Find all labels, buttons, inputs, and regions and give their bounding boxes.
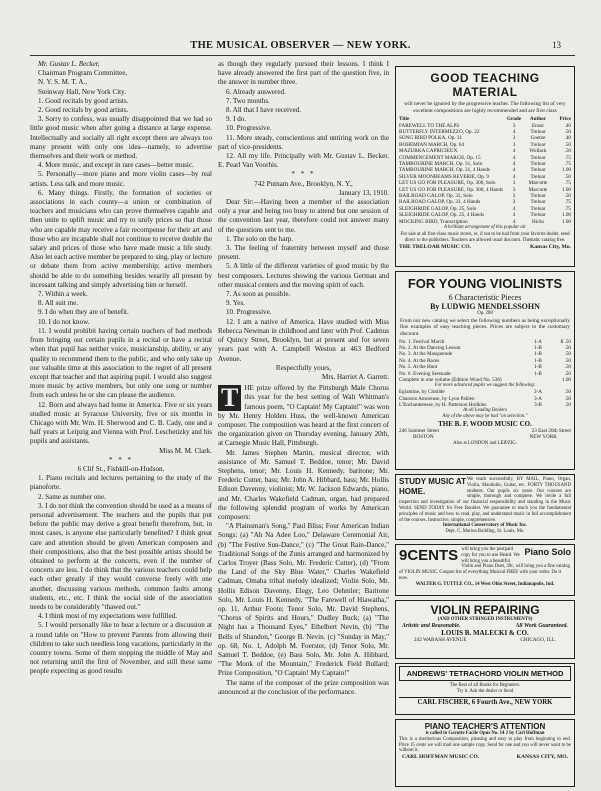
ad-table-cell: TAMBOURINE MARCH, Op. 31, 4 Hands (399, 167, 490, 174)
paragraph: Steinway Hall, New York City. (38, 87, 127, 96)
ad-table-cell: Goetze (530, 135, 546, 142)
ad-table-cell: 4 (512, 148, 516, 155)
ad-table-cell: 1-A (533, 338, 543, 345)
ad-table-cell: 4 (512, 129, 516, 135)
ad-subtitle: (AND OTHER STRINGED INSTRUMENTS) (437, 617, 533, 622)
ad-also: Also at LONDON and LEIPZIG. (453, 440, 517, 446)
ad-good-teaching-material (395, 66, 575, 267)
ad-table-cell: 1-B (534, 364, 542, 371)
ad-subtitle: The Best of all Books for Beginners. (449, 683, 521, 688)
article-column-1 (30, 60, 212, 754)
ad-table-cell: 1-B (534, 344, 542, 351)
ad-table-cell: Wollack (529, 148, 547, 155)
paragraph: 1. Piano recitals and lectures pertaining to the study of the pianoforte. (30, 474, 212, 492)
paragraph: as though they regularly pursued their lessons. I think I have already answered the first part of the question five, in the answer in number three. (218, 60, 389, 87)
paragraph: Respectfully yours, (275, 363, 332, 372)
ad-table-cell: Marcotte (528, 186, 548, 193)
paragraph: 11. More steady, conscientious and untiring work on the part of vice-presidents. (218, 133, 389, 151)
paragraph: 10. I do not know. (38, 317, 90, 326)
ad-table-cell: No. 4. At the Races (399, 357, 440, 364)
ad-table-cell: Treloar (530, 154, 546, 161)
ad-table-cell: L'Enchanteresse, by H. Patterson Hodkins (399, 402, 487, 409)
ad-table-cell: 4 (512, 173, 516, 180)
ad-table-cell: No. 1. Festival March (399, 338, 445, 345)
ad-opus: Op. 288 (477, 311, 493, 316)
ad-called: is called to Gavotte Facile Opus No. 14 2 by Carl Hoffman (425, 731, 545, 736)
ad-table-cell: 3 (512, 122, 516, 129)
ad-table-cell: LET US GO FOR PLEASURE, Op. 300, Solo (399, 180, 496, 187)
ad-title: STUDY MUSIC AT HOME. (399, 477, 466, 496)
paragraph: 3. I do not think the convention should be used as a means of personal advertisement. The teachers and the pupils that put before the public may derive a great benefit therefrom, but, in most cases, is anyone else particularly benefited? I think great care and attention should be given American composers and their compositions, also that the best possible artists should be obtained to perform at the concerts, even if the number of concerts are less. I do think that the various teachers could help each other greatly if they would converse freely with one another, discussing various methods, common faults among students, etc., etc. I think the social side of the association needs to be considerably "thawed out." (30, 501, 212, 611)
ad-table-cell: 3 (512, 199, 516, 206)
ad-table-cell: TAMBOURINE MARCH, Op. 31, Solo (399, 161, 483, 168)
paragraph: 1. The solo on the harp. (226, 234, 294, 243)
ad-publisher: WALTER G. TUTTLE CO., 14 West Ohio Street, Indianapolis, Ind. (415, 581, 555, 587)
paragraph: 1. Good recitals by good artists. (38, 96, 129, 105)
ad-table-cell: 3 (512, 141, 516, 148)
ad-table-cell: Treloar (530, 141, 546, 148)
ad-advanced-note: For more advanced pupils we suggest the following: (434, 383, 536, 389)
page-header-title: THE MUSICAL OBSERVER — NEW YORK. (190, 40, 411, 51)
ad-table-cell: SONG BIRD POLKA, Op. 31 (399, 135, 463, 142)
ad-table-cell: 1.00 (561, 212, 571, 219)
paragraph: 3. The feeling of fraternity between myself and those present. (218, 244, 389, 262)
ad-table-cell: LET US GO FOR PLEASURE, Op. 300, 4 Hands (399, 186, 504, 193)
ad-table-cell: .50 (564, 370, 571, 377)
paragraph: Chairman Program Committee, (38, 69, 128, 78)
paragraph: 5. I would personally like to hear a lecture or a discussion at a round table on "How to prevent Parents from allowing their children to take such needless long vacations, particularly in the country towns. Some of them stopping the middle of May and not returning until the first of November, and still these same people expecting as good results (30, 621, 212, 676)
ad-table-cell: .50 (564, 344, 571, 351)
paragraph: 12. Born and always had home in America. Five or six years studied music at Syracuse University, five or six months in Chicago with Mr. Wm. H. Sherwood and C. B. Cady, one and a half years at Leipzig and Vienna with Prof. Leschetizky and his pupils and assistants. (30, 400, 212, 446)
ad-table-cell: .50 (564, 141, 571, 148)
ad-violin-repairing (395, 600, 575, 659)
ad-table-cell: 3-B (534, 402, 542, 409)
ad-table-cell: Treloar (530, 199, 546, 206)
ad-table-cell: BUTTERFLY INTERMEZZO, Op. 22 (399, 129, 480, 135)
ad-table-cell: Marcotte (528, 180, 548, 187)
ad-table-cell: 4 (512, 167, 516, 174)
ad-table-cell: .50 (564, 395, 571, 402)
ad-table-cell: No. 6. Evening Serenade (399, 370, 451, 377)
paragraph: 5. Personally—more piano and more violin cases—by real artists. Less talk and more music. (30, 170, 212, 188)
paragraph: 6. Already answered. (226, 87, 286, 96)
paragraph: Dear Sir:—Having been a member of the association only a year and being too busy to attend but one session of the convention last year, therefore could not answer many of the questions sent to me. (218, 198, 389, 234)
ad-table-cell: .50 (564, 389, 571, 396)
paragraph: 7. Two months. (226, 96, 270, 105)
ad-table-cell: 1-B (534, 351, 542, 358)
ad-table-cell: 3 (512, 193, 516, 200)
ad-subtitle-2: Try it. Ask the dealer or Send (456, 688, 514, 694)
ad-table-cell: .50 (564, 193, 571, 200)
paragraph: 9. I do. (226, 115, 247, 124)
paragraph: 7. As soon as possible. (226, 290, 291, 299)
paragraph: 2. Same as number one. (38, 492, 106, 501)
ad-title: FOR YOUNG VIOLINISTS (407, 276, 563, 291)
paragraph: 12. All my life. Principally with Mr. Gustav L. Becker. E. Pearl Van Voorhis. (218, 152, 389, 170)
paragraph: 10. Progressive. (226, 124, 272, 133)
ad-study-music-at-home (395, 474, 575, 540)
ad-table-cell: Treloar (530, 129, 546, 135)
paragraph: N. Y. S. M. T. A., (38, 78, 88, 87)
paragraph: 10. Progressive. (226, 308, 272, 317)
ad-table-cell: 4 (512, 218, 516, 225)
ad-table-body (396, 123, 574, 226)
ad-table-cell: .75 (564, 199, 571, 206)
paragraph-text: HE prize offered by the Pittsburgh Male Chorus this year for the best setting of Walt Whitman's famous poem, "O Captain! My Captain!" was won by Mr. Henry Holden Huss, the well-known American composer. The composition was heard at the first concert of the organization given on Thursday evening, January 20th, at Carnegie Music Hall, Pittsburgh. (218, 384, 389, 448)
paragraph: 9. I do when they are of benefit. (38, 308, 129, 317)
paragraph: Mr. James Stephen Martin, musical director, with assistance of Mr. Samuel T. Beddoe, tenor; Mr. David Stephens, tenor; Mr. Louis H. Kennedy, baritone; Mr. Frederic Cutter, bass; Mr. John A. Hibbard, bass; Mr. Hollis Edison Davenny, violinist; Mr. W. Jackson Edwards, piano, and Mr. Charles Wakefield Cadman, organ, had prepared the following splendid program of works by American composers: (218, 448, 389, 521)
ad-table-cell: Treloar (530, 205, 546, 212)
ad-note: A brilliant arrangement of this popular air (444, 225, 526, 231)
ad-table-cell: COMMENCEMENT MARCH, Op. 15 (399, 154, 481, 161)
ad-table-cell: 1.00 (561, 218, 571, 225)
ad-table-cell: Treloar (530, 193, 546, 200)
ad-table-cell: .75 (564, 205, 571, 212)
ad-company: LOUIS B. MALECKI & CO. (441, 629, 529, 638)
ad-table-cell: 1.00 (561, 186, 571, 193)
ad-piano-solo-title: Piano Solo (524, 547, 571, 557)
ad-subtitle: 6 Characteristic Pieces (448, 293, 522, 302)
ad-table-cell: 4 (512, 212, 516, 219)
paragraph: 8. All suit me. (38, 299, 79, 308)
ad-table-cell: 4 (512, 205, 516, 212)
ad-table-cell: SILVER MOONBEAMS REVERIE, Op. 9 (399, 173, 490, 180)
ad-title: GOOD TEACHING MATERIAL (430, 71, 540, 99)
ad-table-cell: 3 (512, 180, 516, 187)
ad-young-violinists (395, 271, 575, 470)
ad-text-1: will bring you the postpaid copy for you to use Heard. We will bring you a beautiful (461, 547, 520, 564)
ad-table-cell: RAILROAD GALOP, Op. 33, Solo (399, 193, 473, 200)
paragraph: 6. Many things. Firstly, the formation of societies or associations in each county—a union or combination of teachers and musicians who can prove themselves capable and then unite to uplift music and try to unify prices so that those who are capable may receive a fair recompense for their art and those who are incapable shall not continue to receive double the salary and prices of those who have made music a life study. Also let each active member be prepared to sing, play or lecture or debate them from active membership; active members should be able to do something besides wearily all present by incessant talking and simply advertising him or herself. (30, 188, 212, 289)
ad-table-cell: Treloar (530, 167, 546, 174)
ad-text-2: Violin and Piano Duet, 39c, will bring you a fine catalog of VIOLIN MUSIC. Coupon list of everything Musical FREE with your order. Do it now. (399, 564, 570, 581)
ad-table-cell: No. 2. At the Dancing Lesson (399, 344, 461, 351)
ad-table-cell: MAZURKA CAPRICIEUX (399, 148, 458, 155)
ad-publisher-line: THE TRELOAR MUSIC CO. Kansas City, Mo. (399, 244, 571, 251)
paragraph: Miss M. M. Clark. (159, 446, 212, 455)
ad-table-cell: MOCKING BIRD, Transcription (399, 218, 468, 225)
ad-table-cell: 4 (512, 154, 516, 161)
header-rule (30, 55, 575, 56)
paragraph: 8. All that I have received. (226, 106, 302, 115)
ad-school: International Conservatory of Music Inc. (442, 523, 528, 529)
ad-table-cell: RAILROAD GALOP, Op. 33, 4 Hands (399, 199, 481, 206)
ad-table-cell: .50 (564, 148, 571, 155)
paragraph: 742 Putnam Ave., Brooklyn, N. Y., (254, 179, 353, 188)
paragraph: 4. I think most of my expectations were fulfilled. (38, 612, 178, 621)
paragraph: Mrs. Harriet A. Garrett. (322, 372, 389, 381)
ad-table-header: Title Grade Author Price (399, 116, 571, 123)
paragraph: 3. Sorry to confess, was usually disappointed that we had so little good music when after going a distance at large expense. Intellectually and socially all right except there are always too many present with only one idea—namely, to advertise themselves and their work or method. (30, 115, 212, 161)
ad-table-cell: .75 (564, 180, 571, 187)
ad-table-cell: FAREWELL TO THE ALPS (399, 122, 460, 129)
ad-tagline: Artistic and Reasonable. All Work Guaranteed. (402, 622, 568, 629)
ad-nine-cents-piano-solo (395, 544, 575, 596)
ad-table-cell: $ .50 (560, 338, 571, 345)
paragraph: * * * (291, 170, 316, 179)
paragraph: 9. Yes. (226, 299, 245, 308)
ad-table-cell: .50 (564, 173, 571, 180)
drop-cap: T (218, 385, 241, 411)
ad-table-cell: 2-A (533, 389, 543, 396)
paragraph: 11. I would prohibit having certain teachers of bad methods from bringing out certain pupils in a recital or have a recital when that pupil has neither voice, musicianship, ability, or any quality to recommend them to the public, and who only take up our valuable time at this association to the regret of all present except that teacher and that aspiring pupil. I would also suggest more music by active members, but only one song or number from each unless he or she can please the audience. (30, 326, 212, 400)
ad-table-cell: .75 (564, 161, 571, 168)
paragraph: * * * (108, 455, 134, 464)
ad-table-cell: 1.00 (561, 377, 571, 384)
ad-table-cell: 1-B (534, 357, 542, 364)
ad-catalog: Any of the above may be had "on selection." (442, 414, 528, 420)
ad-title: ANDREWS' TETRACHORD VIOLIN METHOD (399, 666, 571, 681)
ad-table-cell: No. 3. At the Masquerade (399, 351, 453, 358)
ad-title: PIANO TEACHER'S ATTENTION (424, 722, 546, 731)
ad-piano-teachers-attention (395, 719, 575, 787)
ad-table-cell: 3 (512, 135, 516, 142)
ad-table-cell: .75 (564, 154, 571, 161)
ad-table-cell: 3 (512, 186, 516, 193)
ad-table-cell: Hicks (531, 218, 545, 225)
ad-publisher: THE B. F. WOOD MUSIC CO. (438, 420, 532, 429)
ad-table-cell: 4 (512, 161, 516, 168)
ad-advanced-list (396, 389, 574, 408)
ad-title: VIOLIN REPAIRING (430, 603, 540, 617)
paragraph: 6 Clif St., Fishkill-on-Hudson. (77, 464, 165, 473)
ad-publisher-line: CARL HOFFMAN MUSIC CO. KANSAS CITY, MO. (402, 754, 568, 761)
ad-table-cell: .50 (564, 351, 571, 358)
article-column-2 (218, 60, 389, 754)
ad-table-cell: BOHEMIAN MARCH, Op. 64 (399, 141, 464, 148)
ad-author: By LUDWIG MENDELSSOHN (430, 302, 540, 311)
ad-table-cell: 1.00 (561, 167, 571, 174)
ad-intro: From our new catalog we select the following numbers as being exceptionally fine examples of easy teaching pieces. Prices are subject to the customary discount. (400, 317, 570, 337)
ad-table-cell: 1-B (534, 370, 542, 377)
paragraph: 2. Good recitals by good artists. (38, 106, 129, 115)
ad-table-cell: .50 (564, 129, 571, 135)
page-number: 13 (552, 40, 561, 50)
ad-intro: will never be ignored by the progressive teacher. The following list of very excellent compositions are highly recommended and are first class (404, 101, 566, 114)
ad-big-price: 9CENTS (399, 547, 459, 564)
ad-dealers: At all Leading Dealers (463, 408, 507, 414)
ad-table-cell: Treloar (530, 212, 546, 219)
paragraph: The name of the composer of the prize composition was announced at the conclusion of the performance. (218, 678, 389, 696)
ad-table-cell: .50 (564, 364, 571, 371)
paragraph (218, 384, 389, 448)
ad-footer: For sale at all first-class music stores, or, if not to be had from your favorite dealer, send direct to the publishers. Teachers are allowed usual discount. Thematic catalog free. (400, 231, 570, 243)
ad-table-cell: .40 (564, 122, 571, 129)
ad-table-cell: No. 5. At the Hunt (399, 364, 438, 371)
ad-address-line: 246 Summer Street 23 East 20th Street (399, 428, 571, 435)
ad-publisher: CARL FISCHER, 6 Fourth Ave., NEW YORK (399, 697, 571, 706)
paragraph: January 13, 1910. (338, 188, 389, 197)
paragraph: "A Plainsman's Song," Paul Bliss; Four American Indian Songs: (a) "Ah Na Adee Loo," Delaware Ceremonial Air, (b) "The Festive Sun-Dance," (c) "The Great Rain-Dance," Traditional Songs of the Zunis arranged and harmonized by Carlos Troyer (Bass Solo, Mr. Frederic Cutter), (d) "From the Land of the Sky Blue Water," Charles Wakefield Cadman, Omaha tribal melody idealized; Violin Solo, Mr. Hollis Edison Davenny, Elegy, Leo Oehmler; Baritone Solo, Mr. Louis H. Kennedy, "The Farewell of Hiawatha," op. 11, Arthur Foote; Tenor Solo, Mr. David Stephens, "Chorus of Spirits and Hours," Dudley Buck; (a) "The Night has a Thousand Eyes," Ethelbert Nevin, (b) "The Bells of Shandon," George B. Nevin. (c) "Sunday in May," op. 68, No. 1, Adolph M. Foerster, (d) Tenor Solo, Mr. Samuel T. Beddoe, (e) Bass Solo, Mr. John A. Hibbard, "The Monk of the Mountain," Frederick Field Bullard; Prize Composition, "O Captain! My Captain!" (218, 522, 389, 678)
ad-address-line: 242 WABASH AVENUE CHICAGO, ILL. (414, 637, 556, 644)
ad-table-cell: Treloar (530, 173, 546, 180)
paragraph: 5. A little of the different varieties of good music by the best composers. Lectures showing the various German and other musical centers and the moving spirit of each. (218, 262, 389, 289)
ad-piece-list (396, 339, 574, 384)
ad-table-cell: .50 (564, 402, 571, 409)
ad-table-cell: Complete in one volume (Edition Wood No. 536) (399, 377, 502, 384)
ad-table-cell: SLEIGHRIDE GALOP, Op. 25, Solo (399, 205, 477, 212)
ad-city-line: BOSTON NEW YORK (413, 434, 557, 441)
ad-body: This is a meritorious Composition, pleasing and easy to play from beginning to end. Price 15 cents we will mail one sample copy. Send for one and you will never want to be without it. (399, 736, 571, 754)
ad-table-cell: Eglantine, by Clotilde (399, 389, 445, 396)
ad-table-cell: Treloar (530, 161, 546, 168)
paragraph: 4. More music, and except in rare cases—better music. (38, 161, 194, 170)
ad-body: We teach successfully, BY MAIL, Piano, Organ, Violin, Mandolin, Guitar, etc. FORTY THOUSAND students. Our pupils six years. Our courses are simple, thorough and complete. We invite a full inspection and investigation of our financial responsibility and standing in the Music World. SEND TODAY for Free Booklet. We guarantee to teach you the fundamental principles of music and how to read, play, and understand music in full accomplishment of the courses. Instructive, simple, comprehensive. (399, 477, 571, 523)
paragraph: Mr. Gustav L. Becker, (38, 60, 100, 68)
paragraph: 12. I am a native of America. Have studied with Miss Rebecca Newman in childhood and later with Prof. Cadmus of Quincy Street, Brooklyn, but at present and for seven years past with A. Campbell Weston at 463 Bedford Avenue. (218, 317, 389, 363)
advertisement-column (395, 66, 575, 791)
ad-table-cell: 3-A (533, 395, 543, 402)
ad-address: Dept. C, Marina Building, St. Louis, Mo. (445, 529, 525, 535)
ad-table-cell: .50 (564, 357, 571, 364)
ad-tetrachord-violin-method (395, 663, 575, 715)
ad-table-cell: Ensor (531, 122, 545, 129)
ad-table-cell: SLEIGHRIDE GALOP, Op. 25, 4 Hands (399, 212, 485, 219)
paragraph: 7. Within a week. (38, 290, 88, 299)
ad-table-cell: .40 (564, 135, 571, 142)
ad-table-cell: Chanson Amoreuse, by Lyon Pahlen (399, 395, 475, 402)
